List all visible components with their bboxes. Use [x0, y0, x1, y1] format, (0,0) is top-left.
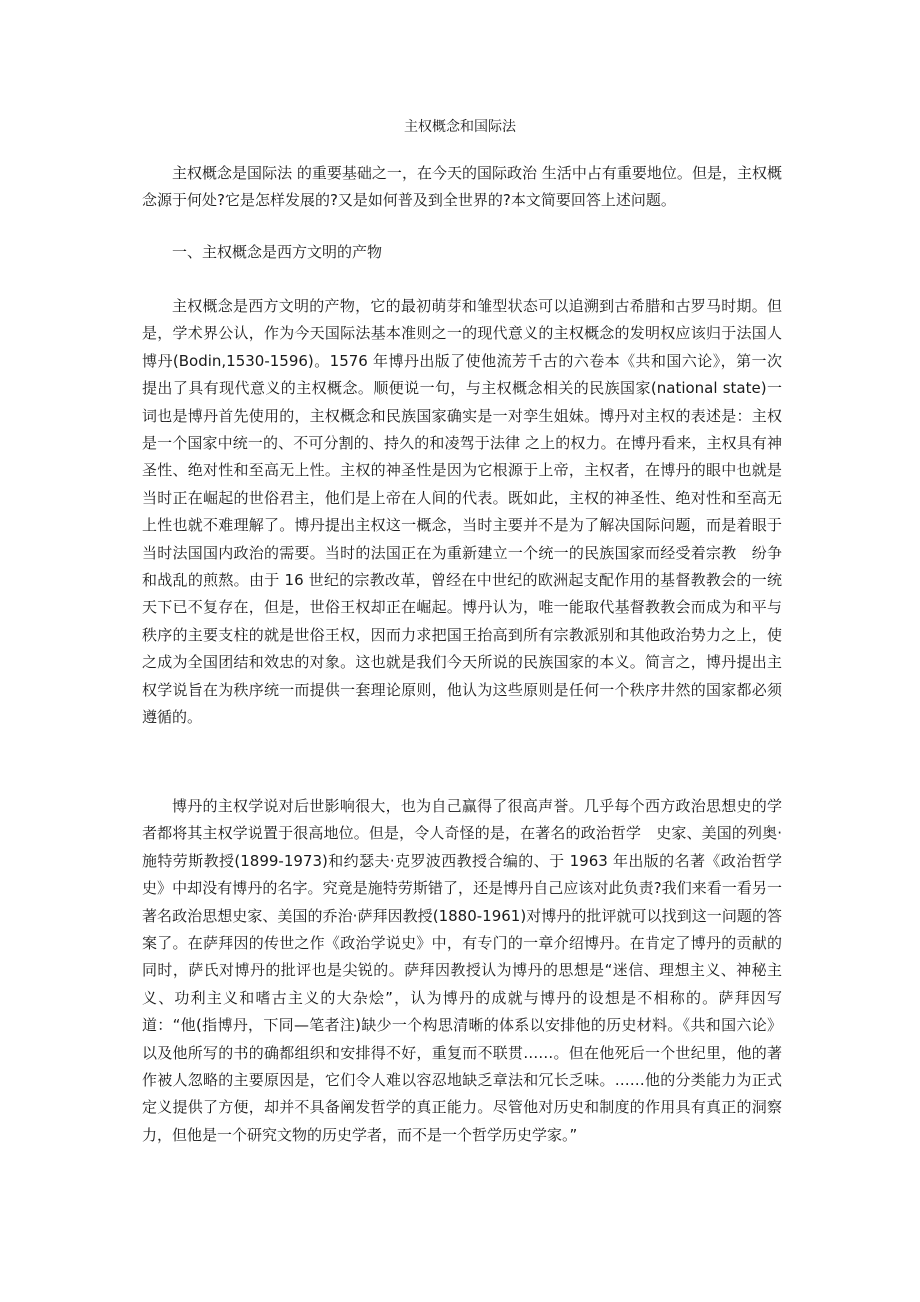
section-heading: 一、主权概念是西方文明的产物: [172, 243, 383, 261]
page-title: 主权概念和国际法: [404, 119, 516, 135]
body-paragraph: 博丹的主权学说对后世影响很大，也为自己赢得了很高声誉。几乎每个西方政治思想史的学者都将其主权学说置于很高地位。但是，令人奇怪的是，在著名的政治哲学 史家、美国的列奥·施特劳斯教授(1899-1973)和约瑟夫·克罗波西教授合编的、于 1963 年出版的名著《政治哲学史》中却没有博丹的名字。究竟是施特劳斯错了，还是博丹自己应该对此负责?我们来看一看另一著名政治思想史家、美国的乔治·萨拜因教授(1880-1961)对博丹的批评就可以找到这一问题的答案了。在萨拜因的传世之作《政治学说史》中，有专门的一章介绍博丹。在肯定了博丹的贡献的同时，萨氏对博丹的批评也是尖锐的。萨拜因教授认为博丹的思想是“迷信、理想主义、神秘主义、功利主义和嗜古主义的大杂烩”，认为博丹的成就与博丹的设想是不相称的。萨拜因写道：“他(指博丹，下同—笔者注)缺少一个构思清晰的体系以安排他的历史材料。《共和国六论》以及他所写的书的确都组织和安排得不好，重复而不联贯……。但在他死后一个世纪里，他的著作被人忽略的主要原因是，它们令人难以容忍地缺乏章法和冗长乏味。……他的分类能力为正式定义提供了方便，却并不具备阐发哲学的真正能力。尽管他对历史和制度的作用具有真正的洞察力，但他是一个研究文物的历史学者，而不是一个哲学历史学家。”: [142, 797, 782, 1144]
intro-paragraph: 主权概念是国际法 的重要基础之一，在今天的国际政治 生活中占有重要地位。但是，主权概念源于何处?它是怎样发展的?又是如何普及到全世界的?本文简要回答上述问题。: [142, 164, 782, 210]
body-paragraph: 主权概念是西方文明的产物，它的最初萌芽和雏型状态可以追溯到古希腊和古罗马时期。但是，学术界公认，作为今天国际法基本准则之一的现代意义的主权概念的发明权应该归于法国人博丹(Bodin,1530-1596)。1576 年博丹出版了使他流芳千古的六卷本《共和国六论》，第一次提出了具有现代意义的主权概念。顺便说一句，与主权概念相关的民族国家(national state)一词也是博丹首先使用的，主权概念和民族国家确实是一对孪生姐妹。博丹对主权的表述是：主权是一个国家中统一的、不可分割的、持久的和凌驾于法律 之上的权力。在博丹看来，主权具有神圣性、绝对性和至高无上性。主权的神圣性是因为它根源于上帝，主权者，在博丹的眼中也就是当时正在崛起的世俗君主，他们是上帝在人间的代表。既如此，主权的神圣性、绝对性和至高无上性也就不难理解了。博丹提出主权这一概念，当时主要并不是为了解决国际问题，而是着眼于当时法国国内政治的需要。当时的法国正在为重新建立一个统一的民族国家而经受着宗教 纷争和战乱的煎熬。由于 16 世纪的宗教改革，曾经在中世纪的欧洲起支配作用的基督教教会的一统天下已不复存在，但是，世俗王权却正在崛起。博丹认为，唯一能取代基督教教会而成为和平与秩序的主要支柱的就是世俗王权，因而力求把国王抬高到所有宗教派别和其他政治势力之上，使之成为全国团结和效忠的对象。这也就是我们今天所说的民族国家的本义。简言之，博丹提出主权学说旨在为秩序统一而提供一套理论原则，他认为这些原则是任何一个秩序井然的国家都必须遵循的。: [142, 297, 782, 727]
